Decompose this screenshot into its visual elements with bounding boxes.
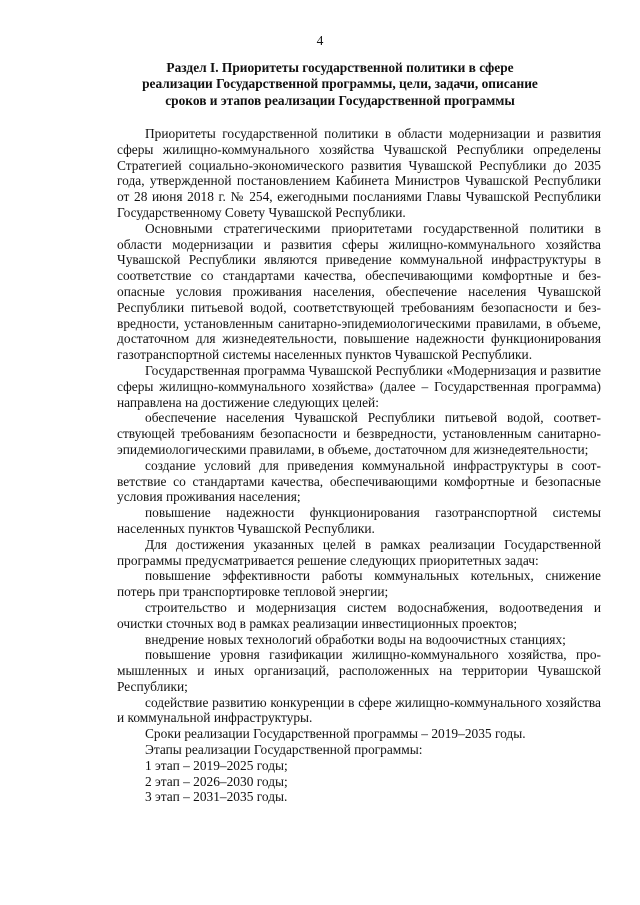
paragraph-tasks-intro: Для достижения указанных целей в рамках реализации Государственной программы предусматривается решение следующих приоритетных задач:	[117, 536, 601, 568]
section-title-line: сроков и этапов реализации Государственной программы	[165, 92, 515, 108]
page-number: 4	[316, 33, 324, 48]
section-title-line: Раздел I. Приоритеты государственной политики в сфере	[166, 60, 514, 75]
paragraph-priorities: Приоритеты государственной политики в области модернизации и развития сферы жилищно-коммунального хозяйства Чувашской Республики определены Стратегией социально-экономического развития Чувашской Республики до 2035 года, утвержденной постановлением Кабинета Министров Чувашской Республики от 28 июня 2018 г. № 254, ежегодными посланиями Главы Чувашской Республики Государственному Совету Чувашской Республики.	[117, 126, 601, 220]
paragraph-stage-2: 2 этап – 2026–2030 годы;	[145, 773, 288, 789]
paragraph-program-goals-intro: Государственная программа Чувашской Республики «Модернизация и развитие сферы жилищно-коммунального хозяйства» (далее – Государственная программа) направлена на достижение следующих целей:	[117, 362, 601, 410]
section-title	[120, 60, 560, 109]
paragraph-task-water-technologies: внедрение новых технологий обработки воды на водоочистных станциях;	[145, 631, 566, 647]
section-title-line: реализации Государственной программы, цели, задачи, описание	[142, 76, 538, 92]
paragraph-strategic-priorities: Основными стратегическими приоритетами государственной политики в области модернизации и развития сферы жилищно-коммунального хозяйства Чувашской Республики являются приведение коммунальной инфраструктуры в соответствие со стандартами качества, обеспечивающими комфортные и безопасные условия проживания населения, обеспечение населения Чувашской Республики питьевой водой, соответствующей требованиям безопасности и безвредности, установленным санитарно-эпидемиологическими правилами, в объеме, достаточном для жизнедеятельности, повышение надежности функционирования газотранспортной системы населенных пунктов Чувашской Республики.	[117, 220, 601, 363]
document-body	[117, 126, 601, 805]
paragraph-task-water-systems: строительство и модернизация систем водоснабжения, водоотведения и очистки сточных вод в рамках реализации инвестиционных проектов;	[117, 599, 601, 631]
paragraph-goal-drinking-water: обеспечение населения Чувашской Республики питьевой водой, соответствующей требованиям безопасности и безвредности, установленным санитарно-эпидемиологическими правилами, в объеме, достаточном для жизнедеятельности;	[117, 410, 601, 457]
paragraph-task-boilers: повышение эффективности работы коммунальных котельных, снижение потерь при транспортировке тепловой энергии;	[117, 568, 601, 600]
paragraph-stage-3: 3 этап – 2031–2035 годы.	[145, 789, 288, 805]
paragraph-goal-gas-system: повышение надежности функционирования газотранспортной системы населенных пунктов Чувашской Республики.	[117, 505, 601, 536]
paragraph-task-gasification: повышение уровня газификации жилищно-коммунального хозяйства, промышленных и иных организаций, расположенных на территории Чувашской Республики;	[117, 647, 601, 694]
paragraph-task-competition: содействие развитию конкуренции в сфере жилищно-коммунального хозяйства и коммунальной инфраструктуры.	[117, 694, 601, 726]
paragraph-goal-infrastructure: создание условий для приведения коммунальной инфраструктуры в соответствие со стандартами качества, обеспечивающими комфортные и безопасные условия проживания населения;	[117, 457, 601, 505]
paragraph-stages-intro: Этапы реализации Государственной программы:	[145, 742, 423, 758]
paragraph-stage-1: 1 этап – 2019–2025 годы;	[145, 757, 288, 773]
paragraph-program-period: Сроки реализации Государственной программы – 2019–2035 годы.	[145, 726, 526, 742]
